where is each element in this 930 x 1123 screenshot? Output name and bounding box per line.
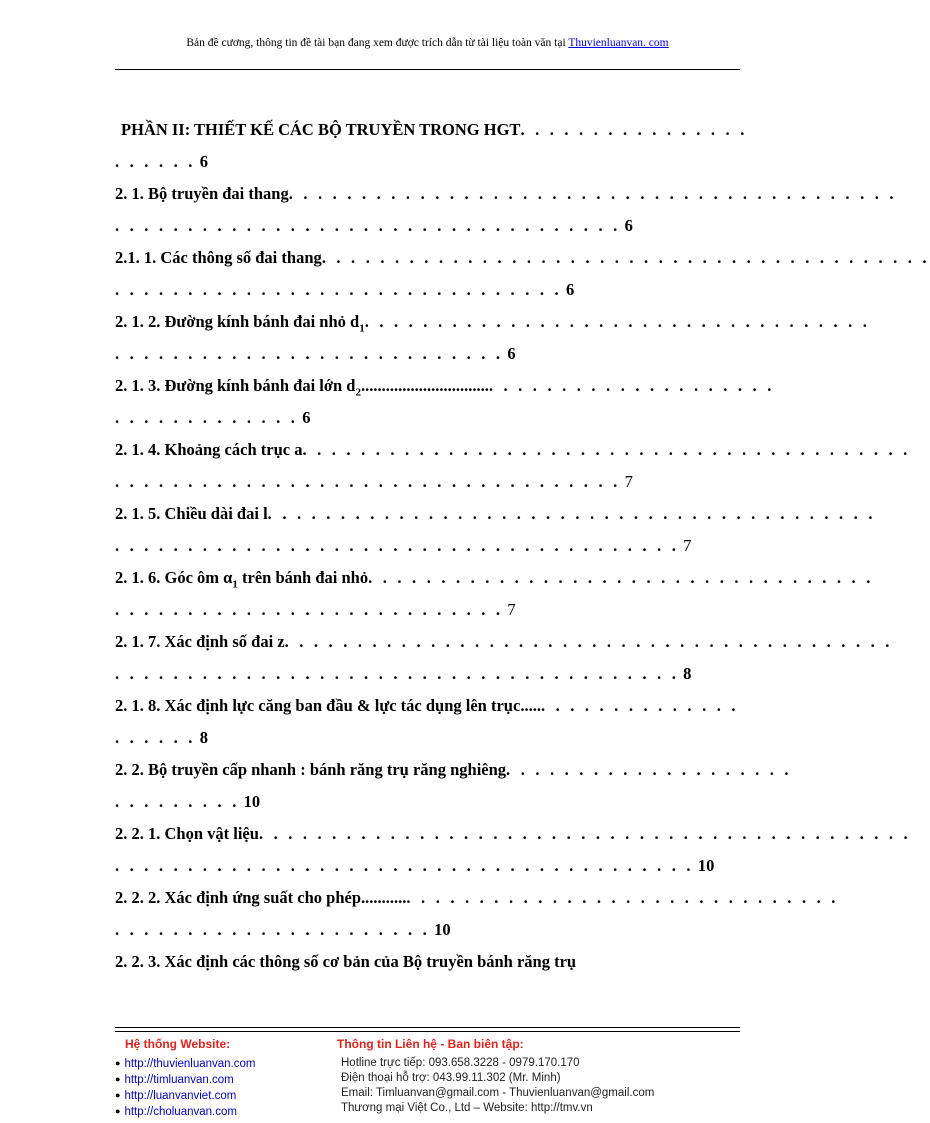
toc-entry-title: 2. 1. 6. Góc ôm α (115, 568, 233, 587)
toc-entry-title: 2. 1. Bộ truyền đai thang (115, 184, 289, 203)
toc-entry-title: 2. 1. 3. Đường kính bánh đai lớn d (115, 376, 356, 395)
header-text: Bản đề cương, thông tin đề tài bạn đang xem được trích dẫn từ tài liệu toàn văn tại (186, 37, 566, 49)
bullet-icon: ● (115, 1074, 121, 1084)
website-link[interactable]: ● http://luanvanviet.com (115, 1090, 237, 1102)
toc-entry: 2. 1. 2. Đường kính bánh đai nhỏ $d_1$. . . . . . . . . . . . . . . . . . . . . . . . . . . . . . . . . . . . . . . . . . . . . . . . . . . . . . . . . . . . . . 6 (115, 312, 871, 363)
contact-line: Thương mại Việt Co., Ltd – Website: http://tmv.vn (341, 1102, 593, 1114)
footer-divider-thin (115, 1031, 740, 1032)
table-of-contents (115, 114, 930, 978)
toc-entry: 2. 1. Bộ truyền đai thang. . . . . . . . . . . . . . . . . . . . . . . . . . . . . . . . . . . . . . . . . . . . . . . . . . . . . . . . . . . . . . . . . . . . . . . . . . . . . 6 (115, 184, 897, 235)
header-link[interactable]: Thuvienluanvan. com (568, 37, 669, 49)
toc-entry-page: 10 (697, 856, 715, 875)
bullet-icon: ● (115, 1058, 121, 1068)
toc-entry: 2. 1. 7. Xác định số đai z. . . . . . . . . . . . . . . . . . . . . . . . . . . . . . . . . . . . . . . . . . . . . . . . . . . . . . . . . . . . . . . . . . . . . . . . . . . . . . . . . 8 (115, 632, 893, 683)
toc-entry (115, 946, 740, 978)
toc-entry-title: 2.1. 1. Các thông số đai thang (115, 248, 322, 267)
toc-entry-title: 2. 2. 2. Xác định ứng suất cho phép (115, 888, 362, 907)
toc-entry-title: 2. 1. 2. Đường kính bánh đai nhỏ d (115, 312, 360, 331)
toc-entry-page: 6 (624, 216, 633, 235)
toc-entry: 2. 1. 3. Đường kính bánh đai lớn $d_2$................................ . . . . . . . . . . . . . . . . . . . . . . . . . . . . . . . . 6 (115, 376, 775, 427)
toc-entry-page: 8 (199, 728, 208, 747)
toc-entry: 2. 1. 6. Góc ôm $\alpha_1$ trên bánh đai nhỏ. . . . . . . . . . . . . . . . . . . . . . . . . . . . . . . . . . . . . . . . . . . . . . . . . . . . . . . . . . . . . . 7 (115, 568, 874, 619)
toc-entry-subscript: 2 (355, 386, 361, 399)
contact-info (337, 1036, 742, 1116)
toc-entry-title: 2. 1. 4. Khoảng cách trục a (115, 440, 303, 459)
website-list-title: Hệ thống Website: (125, 1037, 231, 1051)
website-link[interactable]: ● http://thuvienluanvan.com (115, 1058, 256, 1070)
toc-entry: 2. 1. 4. Khoảng cách trục a. . . . . . . . . . . . . . . . . . . . . . . . . . . . . . . . . . . . . . . . . . . . . . . . . . . . . . . . . . . . . . . . . . . . . . . . . . . . . 7 (115, 440, 911, 491)
toc-entry: 2.1. 1. Các thông số đai thang. . . . . . . . . . . . . . . . . . . . . . . . . . . . . . . . . . . . . . . . . . . . . . . . . . . . . . . . . . . . . . . . . . . . . . . . . 6 (115, 248, 930, 299)
page-header (115, 37, 740, 49)
toc-entry-page: 7 (507, 600, 516, 619)
toc-entry-page: 7 (683, 536, 692, 555)
bullet-icon: ● (115, 1090, 121, 1100)
toc-entry-page: 10 (434, 920, 451, 939)
toc-entry-title: 2. 1. 8. Xác định lực căng ban đầu & lực tác dụng lên trục (115, 696, 521, 715)
contact-line: Điện thoại hỗ trợ: 043.99.11.302 (Mr. Minh) (341, 1072, 561, 1084)
toc-entry: PHẦN II: THIẾT KẾ CÁC BỘ TRUYỀN TRONG HGT. . . . . . . . . . . . . . . . . . . . . . 6 (115, 120, 748, 171)
footer-divider (115, 1027, 740, 1028)
toc-entry-page: 6 (507, 344, 516, 363)
toc-entry: 2. 2. 2. Xác định ứng suất cho phép............ . . . . . . . . . . . . . . . . . . . . . . . . . . . . . . . . . . . . . . . . . . . . . . . . . . . 10 (115, 888, 839, 939)
website-list (115, 1036, 330, 1120)
toc-entry: 2. 2. 1. Chọn vật liệu. . . . . . . . . . . . . . . . . . . . . . . . . . . . . . . . . . . . . . . . . . . . . . . . . . . . . . . . . . . . . . . . . . . . . . . . . . . . . . . . . . . . . 10 (115, 824, 911, 875)
toc-entry: 2. 1. 8. Xác định lực căng ban đầu & lực tác dụng lên trục...... . . . . . . . . . . . . . . . . . . . 8 (115, 696, 739, 747)
bullet-icon: ● (115, 1106, 121, 1116)
contact-title: Thông tin Liên hệ - Ban biên tập: (337, 1037, 524, 1051)
toc-entry-page: 6 (199, 152, 208, 171)
toc-entry-page: 6 (565, 280, 575, 299)
toc-entry-page: 10 (243, 792, 261, 811)
toc-entry-title: 2. 2. 1. Chọn vật liệu (115, 824, 259, 843)
toc-entry-title: PHẦN II: THIẾT KẾ CÁC BỘ TRUYỀN TRONG HGT (121, 120, 521, 139)
toc-entry-title: 2. 2. 3. Xác định các thông số cơ bản của Bộ truyền bánh răng trụ (115, 952, 577, 971)
toc-entry-page: 6 (302, 408, 311, 427)
toc-entry-page: 8 (683, 664, 692, 683)
toc-entry-title: 2. 1. 7. Xác định số đai z (115, 632, 285, 651)
contact-line: Hotline trực tiếp: 093.658.3228 - 0979.170.170 (341, 1057, 580, 1069)
toc-entry-title: 2. 2. Bộ truyền cấp nhanh : bánh răng trụ răng nghiêng (115, 760, 507, 779)
header-divider (115, 69, 740, 70)
contact-line: Email: Timluanvan@gmail.com - Thuvienluanvan@gmail.com (341, 1087, 655, 1099)
toc-entry-page: 7 (624, 472, 633, 491)
website-link[interactable]: ● http://choluanvan.com (115, 1106, 237, 1118)
website-link[interactable]: ● http://timluanvan.com (115, 1074, 234, 1086)
toc-entry-subscript: 1 (359, 322, 365, 335)
toc-entry-title: 2. 1. 5. Chiều dài đai l (115, 504, 268, 523)
toc-entry-subscript: 1 (232, 578, 238, 591)
toc-entry: 2. 1. 5. Chiều dài đai l. . . . . . . . . . . . . . . . . . . . . . . . . . . . . . . . . . . . . . . . . . . . . . . . . . . . . . . . . . . . . . . . . . . . . . . . . . . . . . . . . 7 (115, 504, 876, 555)
toc-entry-title-tail: trên bánh đai nhỏ (237, 568, 369, 587)
toc-entry: 2. 2. Bộ truyền cấp nhanh : bánh răng trụ răng nghiêng. . . . . . . . . . . . . . . . . . . . . . . . . . . . . 10 (115, 760, 792, 811)
